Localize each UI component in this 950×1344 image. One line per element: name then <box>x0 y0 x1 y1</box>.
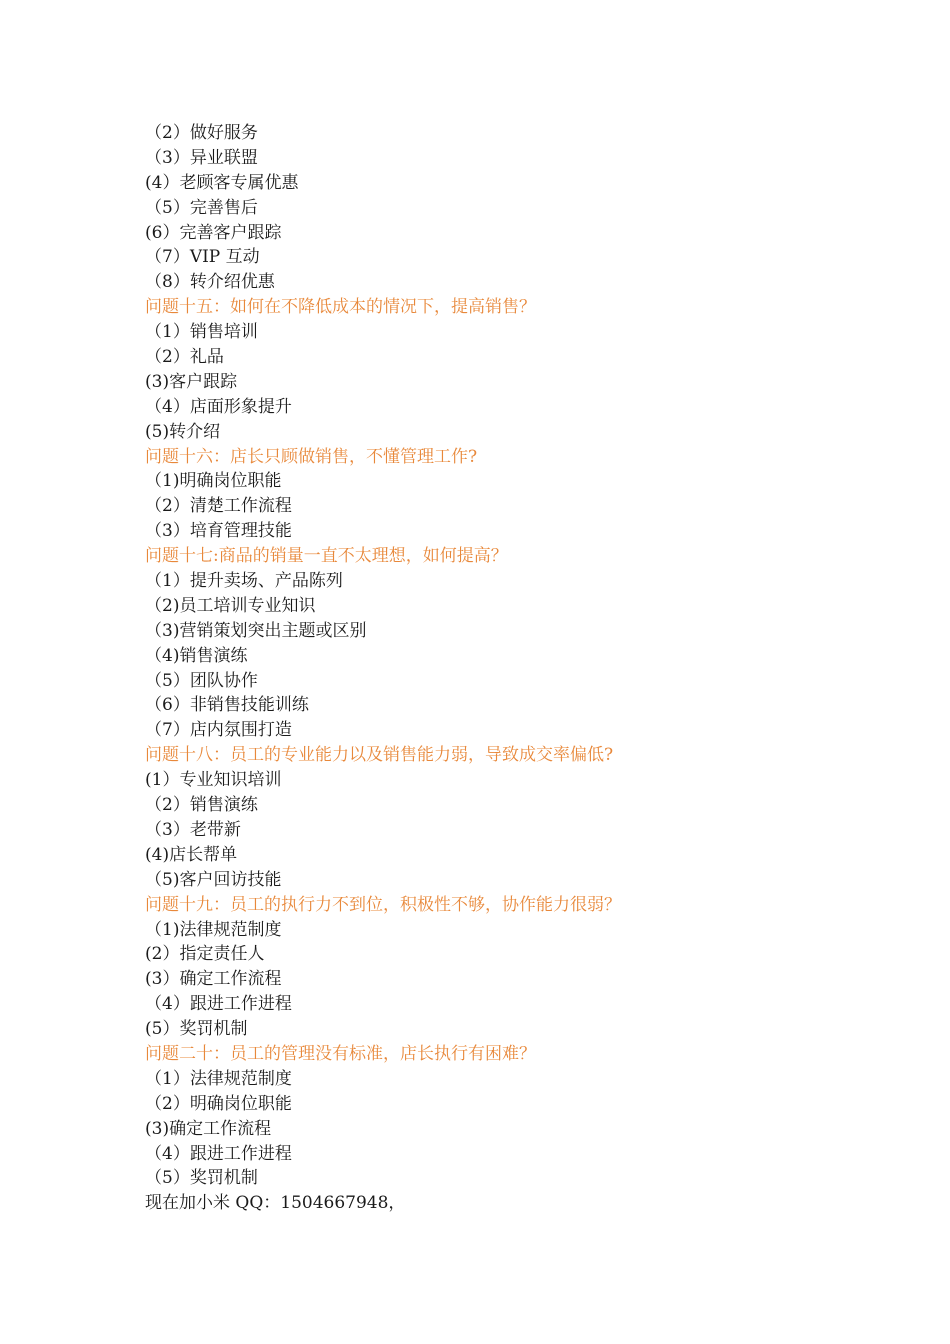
list-item: (2）指定责任人 <box>145 944 265 965</box>
list-item: （5）团队协作 <box>145 670 258 691</box>
list-item: （4）跟进工作进程 <box>145 994 292 1015</box>
question-heading: 问题十六：店长只顾做销售，不懂管理工作? <box>145 446 478 467</box>
list-item: （2）销售演练 <box>145 795 258 816</box>
document-body <box>145 121 845 1216</box>
list-item: （1）法律规范制度 <box>145 1068 292 1089</box>
list-item: （2）礼品 <box>145 347 224 368</box>
list-item: （5）完善售后 <box>145 197 258 218</box>
list-item: （1)法律规范制度 <box>145 919 282 940</box>
list-item: （6）非销售技能训练 <box>145 695 309 716</box>
list-item: （4)销售演练 <box>145 645 248 666</box>
list-item: （1）提升卖场、产品陈列 <box>145 571 343 592</box>
question-heading: 问题十五：如何在不降低成本的情况下，提高销售？ <box>145 297 536 318</box>
list-item: (4）老顾客专属优惠 <box>145 172 299 193</box>
list-item: （5)客户回访技能 <box>145 869 282 890</box>
list-item: （1）销售培训 <box>145 322 258 343</box>
list-item: (6）完善客户跟踪 <box>145 222 282 243</box>
list-item: (5）奖罚机制 <box>145 1019 248 1040</box>
list-item: (3)客户跟踪 <box>145 371 238 392</box>
list-item: （4）店面形象提升 <box>145 396 292 417</box>
question-heading: 问题二十：员工的管理没有标准，店长执行有困难？ <box>145 1043 536 1064</box>
list-item: （7）店内氛围打造 <box>145 720 292 741</box>
list-item: (1）专业知识培训 <box>145 770 282 791</box>
list-item: 现在加小米 QQ：1504667948， <box>145 1193 406 1214</box>
list-item: （8）转介绍优惠 <box>145 272 275 293</box>
list-item: （4）跟进工作进程 <box>145 1143 292 1164</box>
list-item: （3）培育管理技能 <box>145 521 292 542</box>
list-item: (3)确定工作流程 <box>145 1118 272 1139</box>
question-heading: 问题十九：员工的执行力不到位，积极性不够，协作能力很弱？ <box>145 894 621 915</box>
list-item: （5）奖罚机制 <box>145 1168 258 1189</box>
list-item: (4)店长帮单 <box>145 844 238 865</box>
list-item: （3）老带新 <box>145 819 241 840</box>
list-item: （3）异业联盟 <box>145 147 258 168</box>
list-item: （2）做好服务 <box>145 123 258 143</box>
question-heading: 问题十八：员工的专业能力以及销售能力弱，导致成交率偏低? <box>145 745 614 766</box>
list-item: (3）确定工作流程 <box>145 969 282 990</box>
question-heading: 问题十七:商品的销量一直不太理想，如何提高？ <box>145 546 508 567</box>
list-item: （3)营销策划突出主题或区别 <box>145 620 367 641</box>
list-item: （2）明确岗位职能 <box>145 1093 292 1114</box>
list-item: (5)转介绍 <box>145 421 221 442</box>
list-item: （1)明确岗位职能 <box>145 471 282 492</box>
list-item: （2)员工培训专业知识 <box>145 595 316 616</box>
list-item: （7）VIP 互动 <box>145 247 260 268</box>
list-item: （2）清楚工作流程 <box>145 496 292 517</box>
